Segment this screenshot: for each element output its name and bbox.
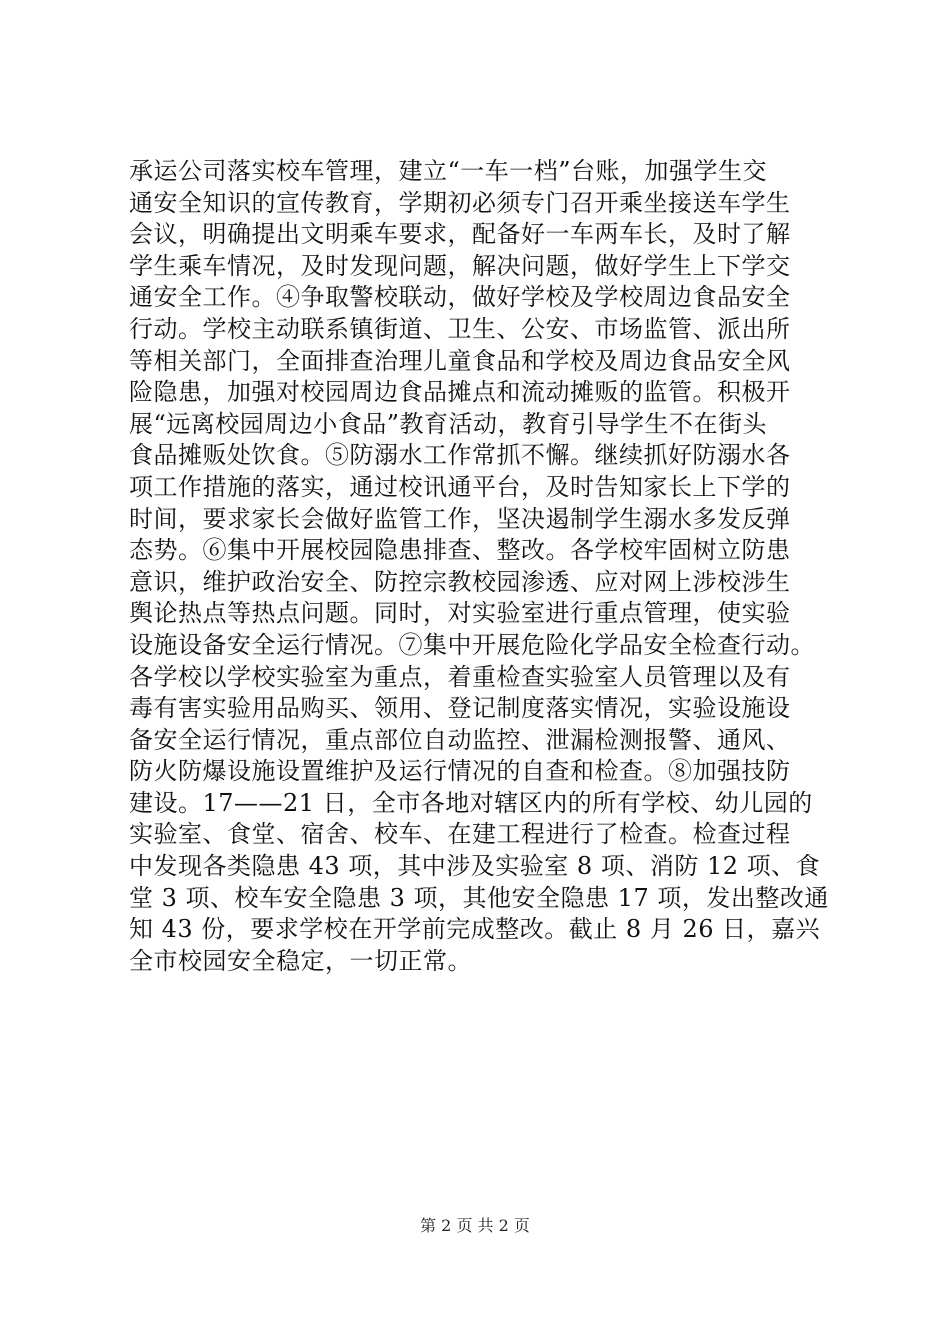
text-line: 设施设备安全运行情况。⑦集中开展危险化学品安全检查行动。 [129,630,815,659]
text-line: 实验室、食堂、宿舍、校车、在建工程进行了检查。检查过程 [129,820,791,849]
text-line: 时间，要求家长会做好监管工作，坚决遏制学生溺水多发反弹 [129,504,791,533]
page-number-footer: 第 2 页 共 2 页 [420,1216,530,1235]
text-line: 等相关部门，全面排查治理儿童食品和学校及周边食品安全风 [129,346,791,375]
text-line: 承运公司落实校车管理，建立“一车一档”台账，加强学生交 [129,157,768,185]
text-line: 通安全工作。④争取警校联动，做好学校及学校周边食品安全 [129,283,791,312]
text-line: 会议，明确提出文明乘车要求，配备好一车两车长，及时了解 [129,220,791,249]
text-line: 堂 3 项、校车安全隐患 3 项，其他安全隐患 17 项，发出整改通 [129,883,829,912]
text-line: 中发现各类隐患 43 项，其中涉及实验室 8 项、消防 12 项、食 [129,852,821,881]
body-paragraph [129,156,841,977]
text-line: 全市校园安全稳定，一切正常。 [129,946,472,975]
text-line: 各学校以学校实验室为重点，着重检查实验室人员管理以及有 [129,662,791,691]
text-line: 备安全运行情况，重点部位自动监控、泄漏检测报警、通风、 [129,725,791,754]
text-line: 项工作措施的落实，通过校讯通平台，及时告知家长上下学的 [129,472,791,501]
text-line: 知 43 份，要求学校在开学前完成整改。截止 8 月 26 日，嘉兴 [129,915,821,944]
text-line: 学生乘车情况，及时发现问题，解决问题，做好学生上下学交 [129,251,791,280]
text-line: 通安全知识的宣传教育，学期初必须专门召开乘坐接送车学生 [129,188,791,217]
text-line: 毒有害实验用品购买、领用、登记制度落实情况，实验设施设 [129,694,791,723]
text-line: 险隐患，加强对校园周边食品摊点和流动摊贩的监管。积极开 [129,378,791,407]
text-line: 展“远离校园周边小食品”教育活动，教育引导学生不在街头 [129,409,768,438]
text-line: 舆论热点等热点问题。同时，对实验室进行重点管理，使实验 [129,599,791,628]
text-line: 意识，维护政治安全、防控宗教校园渗透、应对网上涉校涉生 [129,567,791,596]
text-line: 食品摊贩处饮食。⑤防溺水工作常抓不懈。继续抓好防溺水各 [129,441,791,470]
text-line: 行动。学校主动联系镇街道、卫生、公安、市场监管、派出所 [129,314,791,343]
text-line: 态势。⑥集中开展校园隐患排查、整改。各学校牢固树立防患 [129,536,791,565]
text-line: 防火防爆设施设置维护及运行情况的自查和检查。⑧加强技防 [129,757,791,786]
text-line: 建设。17——21 日，全市各地对辖区内的所有学校、幼儿园的 [129,788,813,817]
